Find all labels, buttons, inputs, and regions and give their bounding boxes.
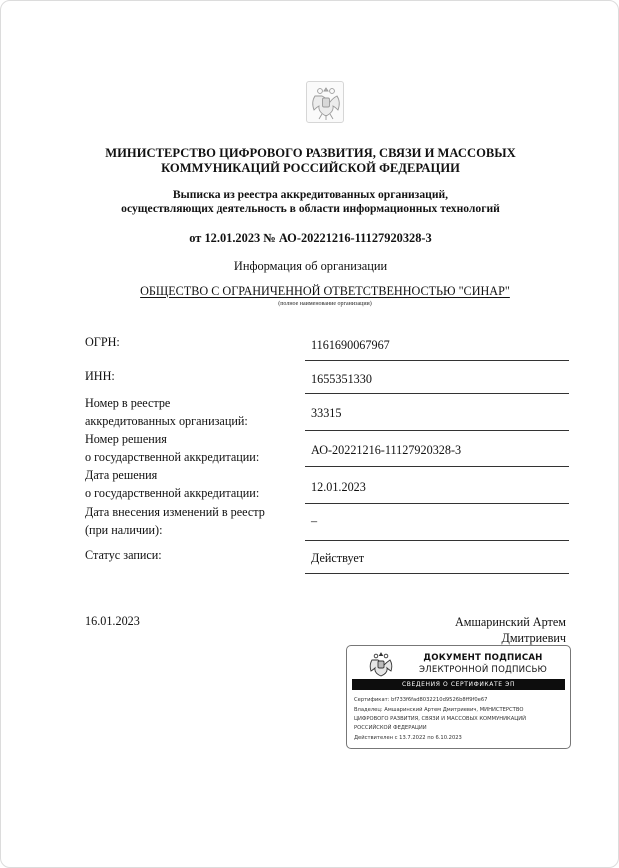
registry-number-label-line2: аккредитованных организаций: <box>85 413 248 428</box>
decision-date-underline <box>305 503 569 504</box>
decision-date-value: 12.01.2023 <box>311 480 366 494</box>
inn-value: 1655351330 <box>311 372 372 386</box>
signing-date: 16.01.2023 <box>85 614 140 628</box>
decision-date-label-line2: о государственной аккредитации: <box>85 485 260 500</box>
stamp-title-line1: ДОКУМЕНТ ПОДПИСАН <box>423 653 543 663</box>
change-date-label-line1: Дата внесения изменений в реестр <box>85 505 265 519</box>
coat-of-arms-icon <box>306 81 344 123</box>
change-date-label-line2: (при наличии): <box>85 522 163 537</box>
signer-name <box>381 614 566 646</box>
ogrn-underline <box>305 360 569 361</box>
electronic-signature-stamp <box>346 645 571 749</box>
registry-number-underline <box>305 430 569 431</box>
inn-label-text: ИНН: <box>85 369 115 383</box>
decision-date-label-line1: Дата решения <box>85 468 158 482</box>
organization-name <box>1 284 619 298</box>
section-heading: Информация об организации <box>233 259 388 273</box>
record-status-label-text: Статус записи: <box>85 548 162 562</box>
record-status-label <box>85 547 305 565</box>
document-title-line1: Выписка из реестра аккредитованных организаций, <box>172 188 449 201</box>
stamp-coat-of-arms-icon <box>367 650 395 682</box>
certificate-info-bar: СВЕДЕНИЯ О СЕРТИФИКАТЕ ЭП <box>352 679 565 690</box>
registry-number-label-line1: Номер в реестре <box>85 396 171 410</box>
signer-name-line2: Дмитриевич <box>501 631 566 645</box>
change-date-underline <box>305 540 569 541</box>
organization-name-text: ОБЩЕСТВО С ОГРАНИЧЕННОЙ ОТВЕТСТВЕННОСТЬЮ "СИНАР" <box>140 284 510 298</box>
record-status-underline <box>305 573 569 574</box>
ogrn-label <box>85 334 305 352</box>
document-title-line2: осуществляющих деятельность в области информационных технологий <box>121 202 500 215</box>
certificate-owner-line2: ЦИФРОВОГО РАЗВИТИЯ, СВЯЗИ И МАССОВЫХ КОММУНИКАЦИЙ <box>354 716 527 722</box>
decision-number-underline <box>305 466 569 467</box>
ministry-name-line1: МИНИСТЕРСТВО ЦИФРОВОГО РАЗВИТИЯ, СВЯЗИ И МАССОВЫХ <box>105 146 516 160</box>
ministry-name-line2: КОММУНИКАЦИЙ РОССИЙСКОЙ ФЕДЕРАЦИИ <box>161 160 460 175</box>
organization-name-caption: (полное наименование организации) <box>278 301 372 307</box>
document-date-number: от 12.01.2023 № АО-20221216-11127920328-3 <box>189 231 432 245</box>
ogrn-value: 1161690067967 <box>311 338 390 352</box>
certificate-serial: Сертификат: bf733f6fad8032210d9526b8ff9f0e67 <box>354 697 488 703</box>
change-date-label <box>85 504 305 539</box>
registry-number-value: 33315 <box>311 406 342 420</box>
decision-number-label <box>85 431 305 466</box>
record-status-value: Действует <box>311 551 365 565</box>
registry-number-label <box>85 395 305 430</box>
inn-underline <box>305 393 569 394</box>
certificate-owner-line3: РОССИЙСКОЙ ФЕДЕРАЦИИ <box>354 725 427 731</box>
stamp-title-line2: ЭЛЕКТРОННОЙ ПОДПИСЬЮ <box>418 665 548 675</box>
certificate-validity: Действителен с 13.7.2022 по 6.10.2023 <box>354 735 462 741</box>
change-date-value: – <box>311 514 318 528</box>
decision-number-label-line1: Номер решения <box>85 432 167 446</box>
ogrn-label-text: ОГРН: <box>85 335 120 349</box>
ministry-name <box>1 146 619 175</box>
decision-number-value: АО-20221216-11127920328-3 <box>311 443 462 457</box>
decision-number-label-line2: о государственной аккредитации: <box>85 449 260 464</box>
decision-date-label <box>85 467 305 502</box>
certificate-owner-line1: Владелец: Амшаринский Артем Дмитриевич, МИНИСТЕРСТВО <box>354 707 524 713</box>
inn-label <box>85 368 305 386</box>
document-title <box>1 188 619 216</box>
signer-name-line1: Амшаринский Артем <box>454 615 566 629</box>
stamp-title <box>403 652 563 676</box>
